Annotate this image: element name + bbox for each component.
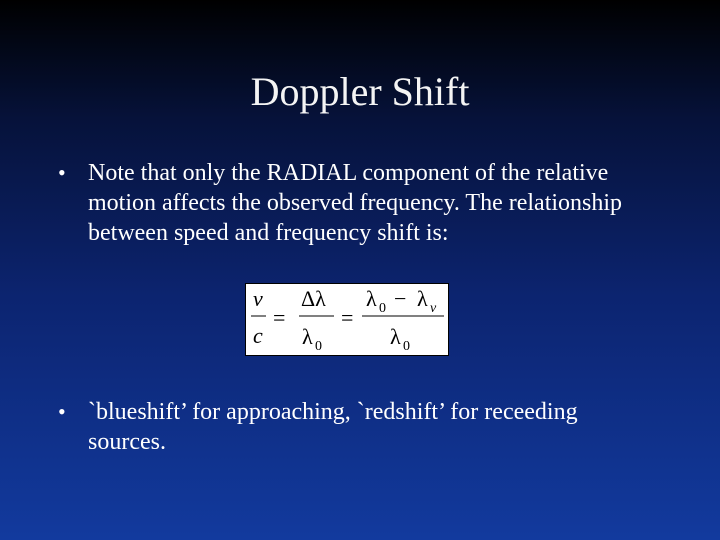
bullet-marker: •: [58, 160, 66, 185]
bullet-text: `blueshift’ for approaching, `redshift’ for receeding sources.: [88, 399, 578, 455]
eq-lambda: λ: [390, 324, 401, 349]
eq-equals: =: [341, 305, 354, 330]
eq-c: c: [253, 323, 263, 348]
eq-equals: =: [273, 305, 286, 330]
eq-subscript-zero: 0: [403, 339, 410, 354]
eq-minus: −: [394, 286, 407, 311]
eq-lambda: λ: [302, 324, 313, 349]
eq-subscript-v: v: [430, 301, 437, 316]
eq-v: v: [253, 286, 263, 311]
bullet-text: Note that only the RADIAL component of the relative motion affects the observed frequency. The relationship between speed and frequency shift is:: [88, 160, 623, 246]
bullet-item-radial: [58, 158, 658, 248]
doppler-equation: [245, 283, 449, 356]
eq-subscript-zero: 0: [315, 339, 322, 354]
eq-lambda: λ: [417, 286, 428, 311]
slide-title: Doppler Shift: [250, 69, 470, 114]
bullet-marker: •: [58, 399, 66, 424]
eq-delta-lambda: Δλ: [301, 286, 326, 311]
eq-lambda: λ: [366, 286, 377, 311]
eq-subscript-zero: 0: [379, 301, 386, 316]
bullet-item-shifts: [58, 397, 658, 457]
